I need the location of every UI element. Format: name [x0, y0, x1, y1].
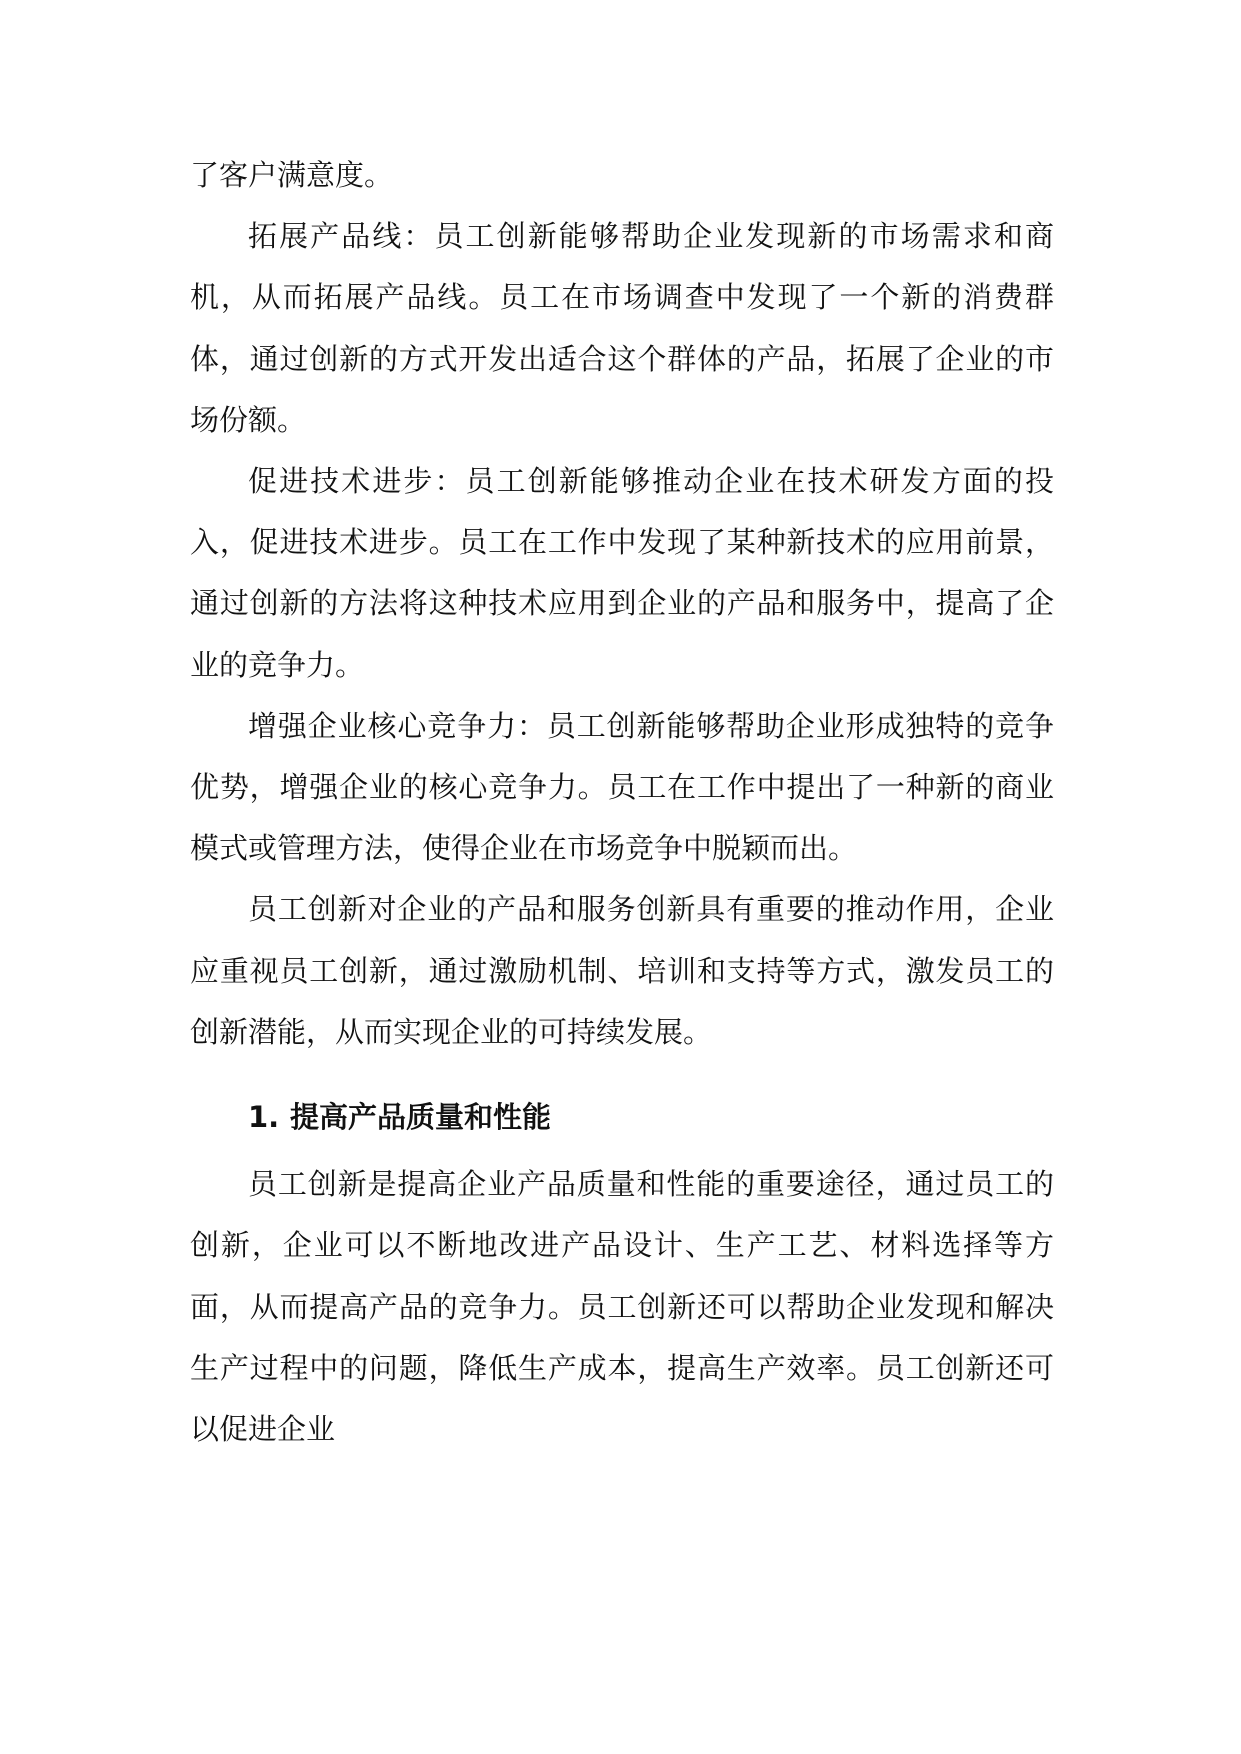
section-heading	[190, 1087, 1054, 1148]
section-number: 1.	[248, 1100, 280, 1135]
paragraph-quality-performance: 员工创新是提高企业产品质量和性能的重要途径，通过员工的创新，企业可以不断地改进产品设计、生产工艺、材料选择等方面，从而提高产品的竞争力。员工创新还可以帮助企业发现和解决生产过程中的问题，降低生产成本，提高生产效率。员工创新还可以促进企业	[190, 1167, 1054, 1447]
paragraph-tech-progress: 促进技术进步：员工创新能够推动企业在技术研发方面的投入，促进技术进步。员工在工作中发现了某种新技术的应用前景，通过创新的方法将这种技术应用到企业的产品和服务中，提高了企业的竞争力。	[190, 464, 1054, 682]
document-body	[190, 145, 1054, 1460]
paragraph-core-competitiveness: 增强企业核心竞争力：员工创新能够帮助企业形成独特的竞争优势，增强企业的核心竞争力。员工在工作中提出了一种新的商业模式或管理方法，使得企业在市场竞争中脱颖而出。	[190, 708, 1054, 866]
section-title: 提高产品质量和性能	[290, 1100, 552, 1135]
paragraph-continuation: 了客户满意度。	[190, 158, 394, 192]
paragraph-expand-product-line: 拓展产品线：员工创新能够帮助企业发现新的市场需求和商机，从而拓展产品线。员工在市场调查中发现了一个新的消费群体，通过创新的方式开发出适合这个群体的产品，拓展了企业的市场份额。	[190, 219, 1054, 437]
paragraph-summary: 员工创新对企业的产品和服务创新具有重要的推动作用，企业应重视员工创新，通过激励机制、培训和支持等方式，激发员工的创新潜能，从而实现企业的可持续发展。	[190, 892, 1054, 1049]
